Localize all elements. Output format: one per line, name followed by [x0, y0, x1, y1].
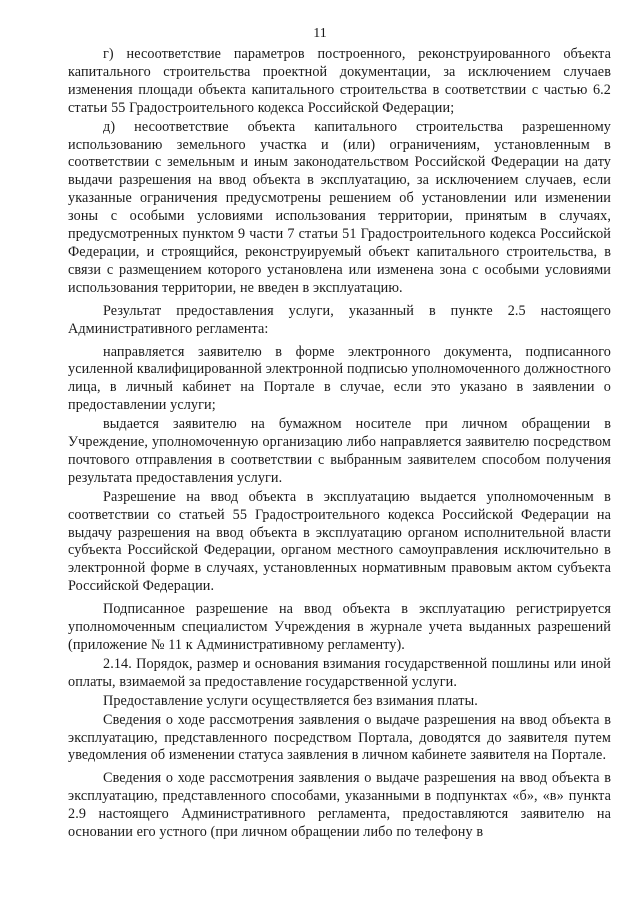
paragraph-other-methods-status: Сведения о ходе рассмотрения заявления о выдаче разрешения на ввод объекта в эксплуатацию, представленного способами, указанными в подпунктах «б», «в» пункта 2.9 настоящего Административного регламента, предоставляются заявителю на основании его устного (при личном обращении либо по телефону в	[68, 770, 611, 841]
paragraph-item-d: д) несоответствие объекта капитального строительства разрешенному использованию земельного участка и (или) ограничениям, установленным в соответствии с земельным и иным законодательством Российской Федерации на дату выдачи разрешения на ввод объекта в эксплуатацию, за исключением случаев, если указанные ограничения предусмотрены решением об установлении или изменении зоны с особыми условиями использования территории, принятым в случаях, предусмотренных пунктом 9 части 7 статьи 51 Градостроительного кодекса Российской Федерации, и строящийся, реконструируемый объект капитального строительства, в связи с размещением которого установлена или изменена зона с особыми условиями использования территории, не введен в эксплуатацию.	[68, 118, 611, 296]
paragraph-result: Результат предоставления услуги, указанный в пункте 2.5 настоящего Административного регламента:	[68, 302, 611, 337]
paragraph-permit-registration: Подписанное разрешение на ввод объекта в эксплуатацию регистрируется уполномоченным специалистом Учреждения в журнале учета выданных разрешений (приложение № 11 к Административному регламенту).	[68, 601, 611, 653]
paragraph-electronic-delivery: направляется заявителю в форме электронного документа, подписанного усиленной квалифицированной электронной подписью уполномоченного должностного лица, в личный кабинет на Портале в случае, если это указано в заявлении о предоставлении услуги;	[68, 343, 611, 414]
page-number: 11	[313, 26, 327, 41]
paragraph-item-g: г) несоответствие параметров построенного, реконструированного объекта капитального строительства проектной документации, за исключением случаев изменения площади объекта капитального строительства в соответствии с частью 6.2 статьи 55 Градостроительного кодекса Российской Федерации;	[68, 46, 611, 116]
paragraph-paper-delivery: выдается заявителю на бумажном носителе при личном обращении в Учреждение, уполномоченную организацию либо направляется заявителю посредством почтового отправления в соответствии с выбранным заявителем способом получения результата предоставления услуги.	[68, 416, 611, 486]
paragraph-portal-status: Сведения о ходе рассмотрения заявления о выдаче разрешения на ввод объекта в эксплуатацию, представленного посредством Портала, доводятся до заявителя путем уведомления об изменении статуса заявления в личном кабинете заявителя на Портале.	[68, 711, 611, 764]
paragraph-free-of-charge: Предоставление услуги осуществляется без взимания платы.	[103, 692, 478, 709]
document-body	[68, 46, 611, 843]
paragraph-section-2-14: 2.14. Порядок, размер и основания взимания государственной пошлины или иной оплаты, взимаемой за предоставление государственной услуги.	[68, 655, 611, 690]
paragraph-permit-issuance: Разрешение на ввод объекта в эксплуатацию выдается уполномоченным в соответствии со статьей 55 Градостроительного кодекса Российской Федерации на выдачу разрешения на ввод объекта в эксплуатацию органом исполнительной власти субъекта Российской Федерации, органом местного самоуправления исключительно в электронной форме в случаях, установленных нормативным правовым актом субъекта Российской Федерации.	[68, 488, 611, 595]
